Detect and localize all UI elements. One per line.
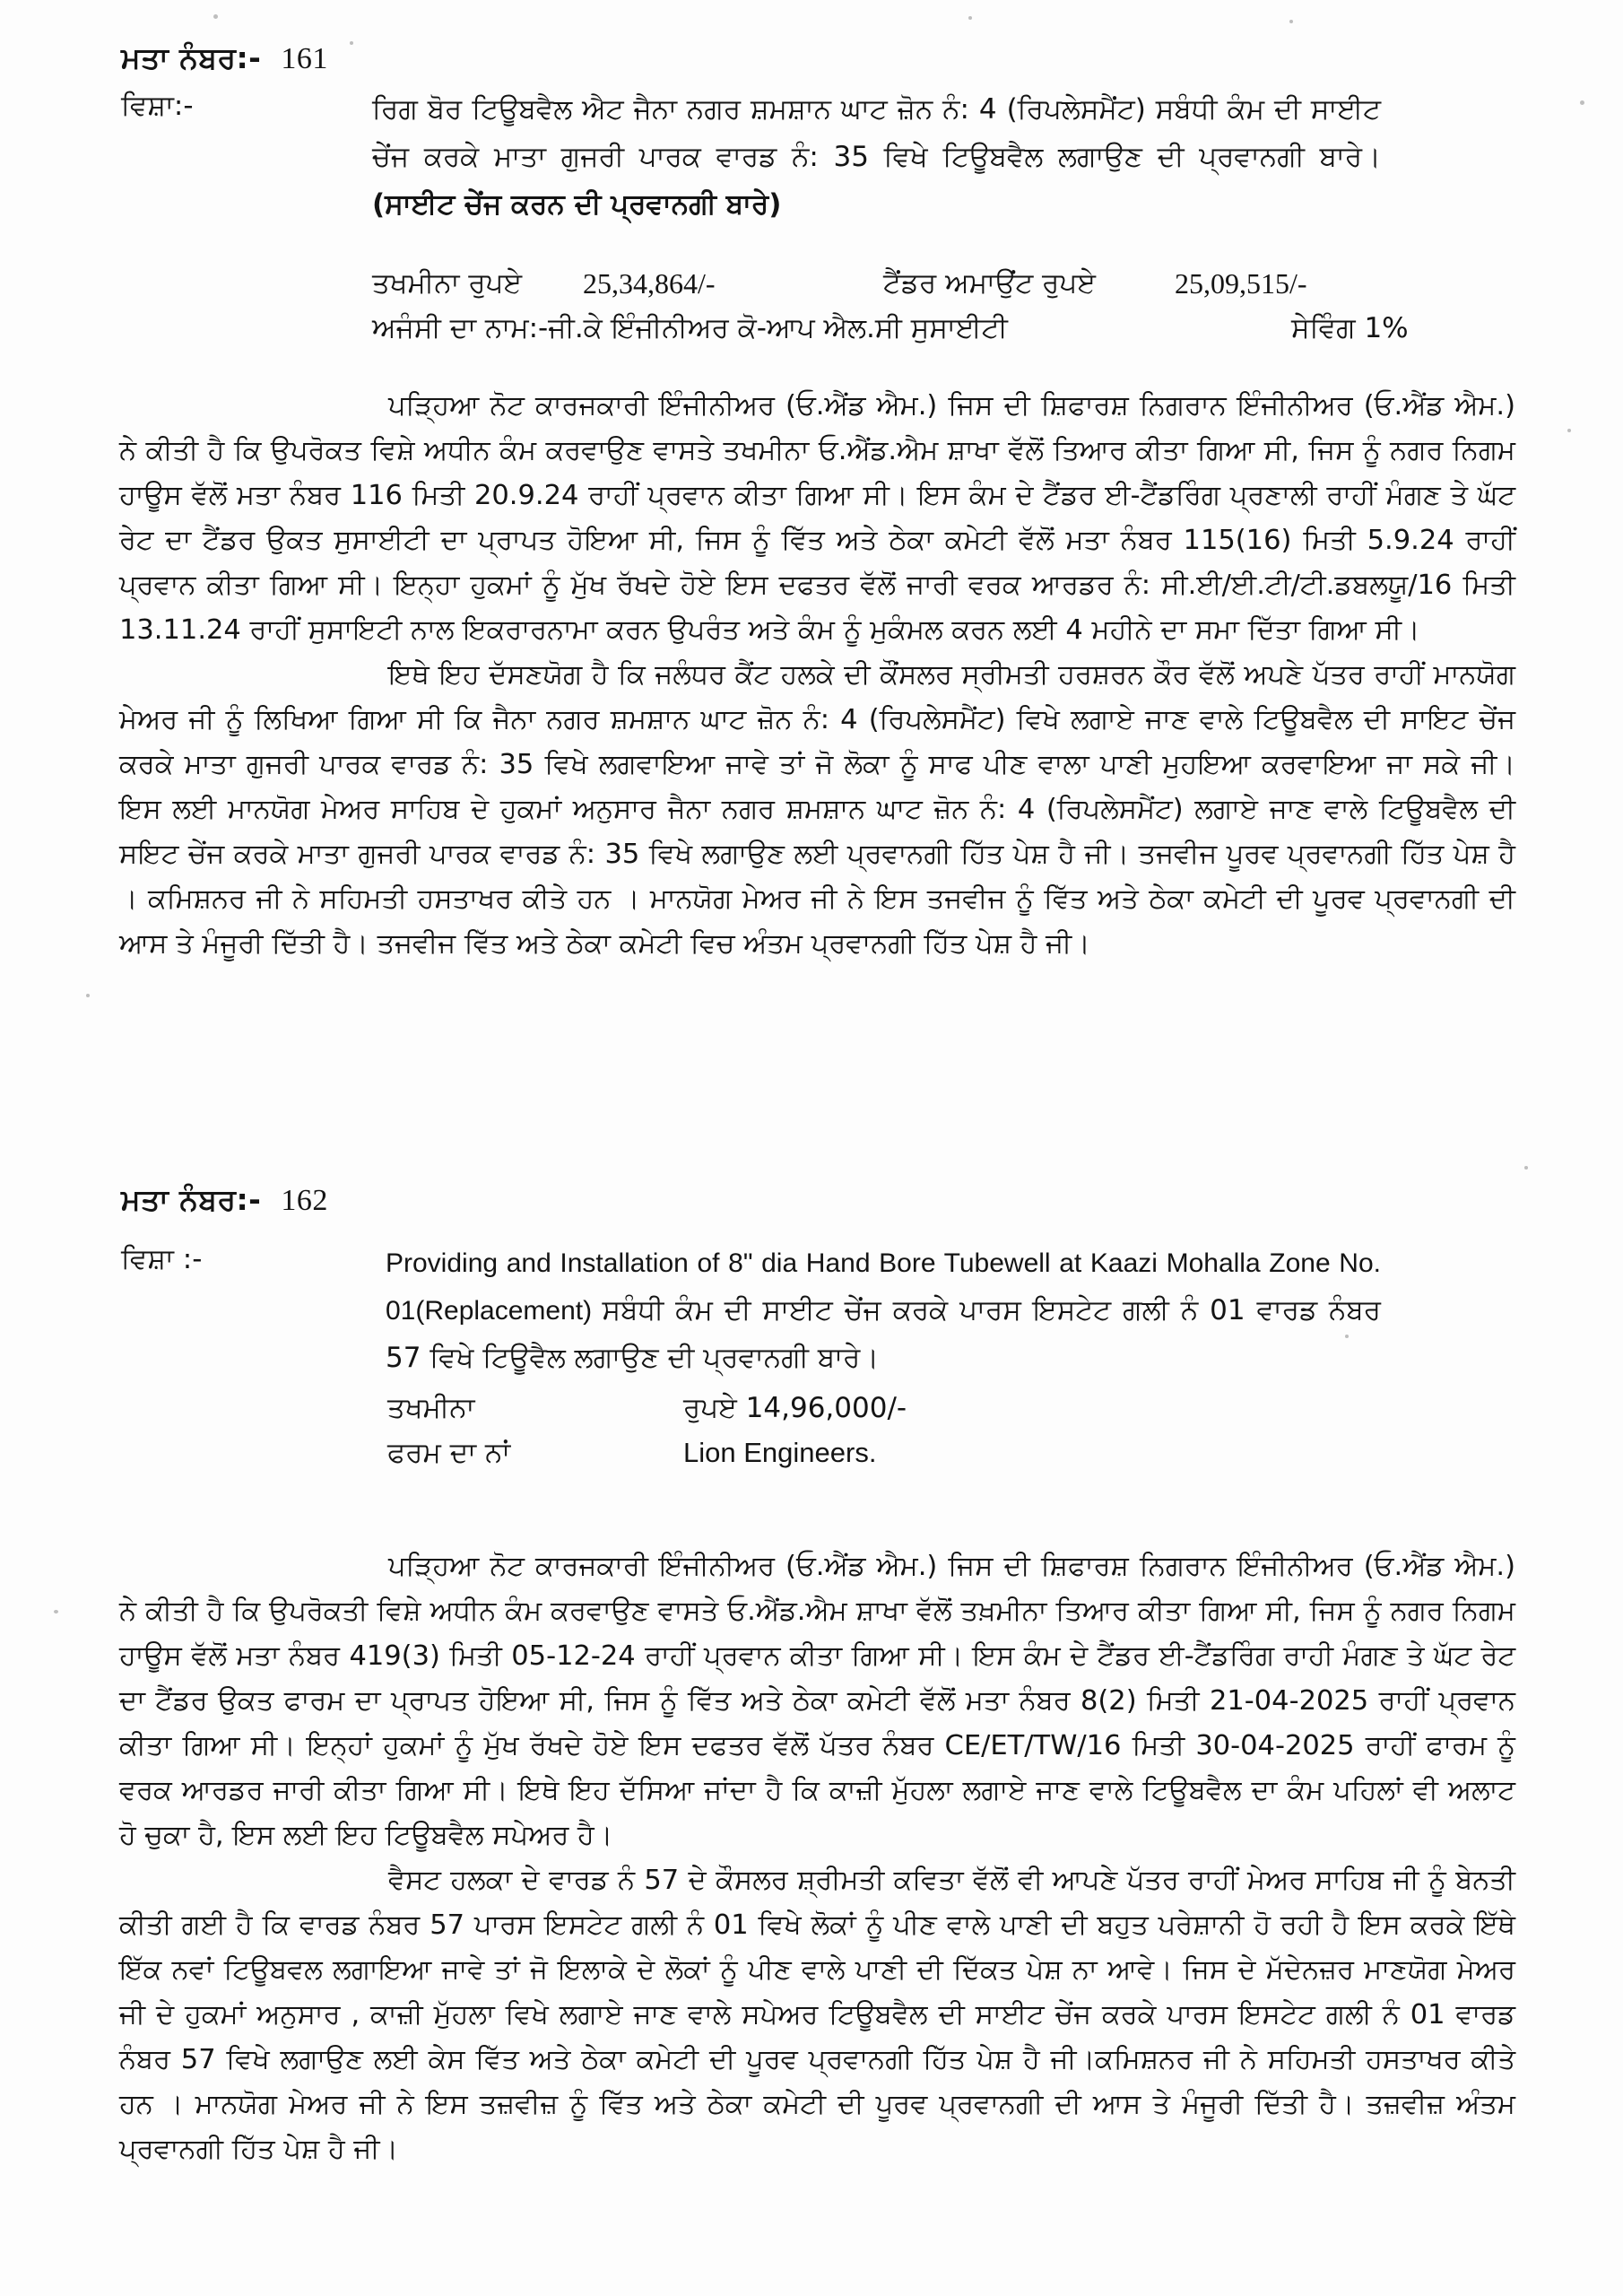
scan-speck <box>1567 429 1571 432</box>
subject-bold-note: (ਸਾਈਟ ਚੇਂਜ ਕਰਨ ਦੀ ਪ੍ਰਵਾਨਗੀ ਬਾਰੇ) <box>372 188 782 221</box>
scan-speck <box>968 16 972 20</box>
firm-label: ਫਰਮ ਦਾ ਨਾਂ <box>387 1437 511 1469</box>
body-paragraph: ਪੜ੍ਹਿਆ ਨੋਟ ਕਾਰਜਕਾਰੀ ਇੰਜੀਨੀਅਰ (ਓ.ਐਂਡ ਐਮ.) ਜਿਸ ਦੀ ਸ਼ਿਫਾਰਸ਼ ਨਿਗਰਾਨ ਇੰਜੀਨੀਅਰ (ਓ.ਐਂਡ ਐਮ.) ਨੇ ਕੀਤੀ ਹੈ ਕਿ ਉਪਰੋਕਤੀ ਵਿਸ਼ੇ ਅਧੀਨ ਕੰਮ ਕਰਵਾਉਣ ਵਾਸਤੇ ਓ.ਐਂਡ.ਐਮ ਸ਼ਾਖਾ ਵੱਲੋਂ ਤਖ਼ਮੀਨਾ ਤਿਆਰ ਕੀਤਾ ਗਿਆ ਸੀ, ਜਿਸ ਨੂੰ ਨਗਰ ਨਿਗਮ ਹਾਊਸ ਵੱਲੋਂ ਮਤਾ ਨੰਬਰ 419(3) ਮਿਤੀ 05-12-24 ਰਾਹੀਂ ਪ੍ਰਵਾਨ ਕੀਤਾ ਗਿਆ ਸੀ। ਇਸ ਕੰਮ ਦੇ ਟੈਂਡਰ ਈ-ਟੈਂਡਰਿੰਗ ਰਾਹੀ ਮੰਗਣ ਤੇ ਘੱਟ ਰੇਟ ਦਾ ਟੈਂਡਰ ਉਕਤ ਫਾਰਮ ਦਾ ਪ੍ਰਾਪਤ ਹੋਇਆ ਸੀ, ਜਿਸ ਨੂੰ ਵਿੱਤ ਅਤੇ ਠੇਕਾ ਕਮੇਟੀ ਵੱਲੋਂ ਮਤਾ ਨੰਬਰ 8(2) ਮਿਤੀ 21-04-2025 ਰਾਹੀਂ ਪ੍ਰਵਾਨ ਕੀਤਾ ਗਿਆ ਸੀ। ਇਨ੍ਹਾਂ ਹੁਕਮਾਂ ਨੂੰ ਮੁੱਖ ਰੱਖਦੇ ਹੋਏ ਇਸ ਦਫਤਰ ਵੱਲੋਂ ਪੱਤਰ ਨੰਬਰ CE/ET/TW/16 ਮਿਤੀ 30-04-2025 ਰਾਹੀਂ ਫਾਰਮ ਨੂੰ ਵਰਕ ਆਰਡਰ ਜਾਰੀ ਕੀਤਾ ਗਿਆ ਸੀ। ਇਥੇ ਇਹ ਦੱਸਿਆ ਜਾਂਦਾ ਹੈ ਕਿ ਕਾਜ਼ੀ ਮੁੱਹਲਾ ਲਗਾਏ ਜਾਣ ਵਾਲੇ ਟਿਊਬਵੈਲ ਦਾ ਕੰਮ ਪਹਿਲਾਂ ਵੀ ਅਲਾਟ ਹੋ ਚੁਕਾ ਹੈ, ਇਸ ਲਈ ਇਹ ਟਿਊਬਵੈਲ ਸਪੇਅਰ ਹੈ। <box>119 1551 1515 1851</box>
estimate-label: ਤਖਮੀਨਾ ਰੁਪਏ <box>372 267 523 300</box>
firm-value: Lion Engineers. <box>683 1437 877 1468</box>
scan-speck <box>213 14 218 19</box>
agency-name: ਅਜੰਸੀ ਦਾ ਨਾਮ:-ਜੀ.ਕੇ ਇੰਜੀਨੀਅਰ ਕੋ-ਆਪ ਐਲ.ਸੀ ਸੁਸਾਈਟੀ <box>372 312 1008 344</box>
body-paragraph: ਵੈਸਟ ਹਲਕਾ ਦੇ ਵਾਰਡ ਨੰ 57 ਦੇ ਕੌਸਲਰ ਸ਼੍ਰੀਮਤੀ ਕਵਿਤਾ ਵੱਲੋਂ ਵੀ ਆਪਣੇ ਪੱਤਰ ਰਾਹੀਂ ਮੇਅਰ ਸਾਹਿਬ ਜੀ ਨੂੰ ਬੇਨਤੀ ਕੀਤੀ ਗਈ ਹੈ ਕਿ ਵਾਰਡ ਨੰਬਰ 57 ਪਾਰਸ ਇਸਟੇਟ ਗਲੀ ਨੰ 01 ਵਿਖੇ ਲੋਕਾਂ ਨੂੰ ਪੀਣ ਵਾਲੇ ਪਾਣੀ ਦੀ ਬਹੁਤ ਪਰੇਸ਼ਾਨੀ ਹੋ ਰਹੀ ਹੈ ਇਸ ਕਰਕੇ ਇੱਥੇ ਇੱਕ ਨਵਾਂ ਟਿਊਬਵਲ ਲਗਾਇਆ ਜਾਵੇ ਤਾਂ ਜੋ ਇਲਾਕੇ ਦੇ ਲੋਕਾਂ ਨੂੰ ਪੀਣ ਵਾਲੇ ਪਾਣੀ ਦੀ ਦਿੱਕਤ ਪੇਸ਼ ਨਾ ਆਵੇ। ਜਿਸ ਦੇ ਮੱਦੇਨਜ਼ਰ ਮਾਣਯੋਗ ਮੇਅਰ ਜੀ ਦੇ ਹੁਕਮਾਂ ਅਨੁਸਾਰ , ਕਾਜ਼ੀ ਮੁੱਹਲਾ ਵਿਖੇ ਲਗਾਏ ਜਾਣ ਵਾਲੇ ਸਪੇਅਰ ਟਿਊਬਵੈਲ ਦੀ ਸਾਈਟ ਚੇਂਜ ਕਰਕੇ ਪਾਰਸ ਇਸਟੇਟ ਗਲੀ ਨੰ 01 ਵਾਰਡ ਨੰਬਰ 57 ਵਿਖੇ ਲਗਾਉਣ ਲਈ ਕੇਸ ਵਿੱਤ ਅਤੇ ਠੇਕਾ ਕਮੇਟੀ ਦੀ ਪੂਰਵ ਪ੍ਰਵਾਨਗੀ ਹਿੱਤ ਪੇਸ਼ ਹੈ ਜੀ।ਕਮਿਸ਼ਨਰ ਜੀ ਨੇ ਸਹਿਮਤੀ ਹਸਤਾਖਰ ਕੀਤੇ ਹਨ । ਮਾਨਯੋਗ ਮੇਅਰ ਜੀ ਨੇ ਇਸ ਤਜ਼ਵੀਜ਼ ਨੂੰ ਵਿੱਤ ਅਤੇ ਠੇਕਾ ਕਮੇਟੀ ਦੀ ਪੂਰਵ ਪ੍ਰਵਾਨਗੀ ਦੀ ਆਸ ਤੇ ਮੰਜੂਰੀ ਦਿੱਤੀ ਹੈ। ਤਜ਼ਵੀਜ਼ ਅੰਤਮ ਪ੍ਰਵਾਨਗੀ ਹਿੱਤ ਪੇਸ਼ ਹੈ ਜੀ। <box>119 1865 1515 2165</box>
body-paragraph: ਇਥੇ ਇਹ ਦੱਸਣਯੋਗ ਹੈ ਕਿ ਜਲੰਧਰ ਕੈਂਟ ਹਲਕੇ ਦੀ ਕੌਂਸਲਰ ਸ੍ਰੀਮਤੀ ਹਰਸ਼ਰਨ ਕੌਰ ਵੱਲੋਂ ਅਪਣੇ ਪੱਤਰ ਰਾਹੀਂ ਮਾਨਯੋਗ ਮੇਅਰ ਜੀ ਨੂੰ ਲਿਖਿਆ ਗਿਆ ਸੀ ਕਿ ਜੈਨਾ ਨਗਰ ਸ਼ਮਸ਼ਾਨ ਘਾਟ ਜ਼ੋਨ ਨੰ: 4 (ਰਿਪਲੇਸਮੈਂਟ) ਵਿਖੇ ਲਗਾਏ ਜਾਣ ਵਾਲੇ ਟਿਊਬਵੈਲ ਦੀ ਸਾਇਟ ਚੇਂਜ ਕਰਕੇ ਮਾਤਾ ਗੁਜਰੀ ਪਾਰਕ ਵਾਰਡ ਨੰ: 35 ਵਿਖੇ ਲਗਵਾਇਆ ਜਾਵੇ ਤਾਂ ਜੋ ਲੋਕਾ ਨੂੰ ਸਾਫ ਪੀਣ ਵਾਲਾ ਪਾਣੀ ਮੁਹਇਆ ਕਰਵਾਇਆ ਜਾ ਸਕੇ ਜੀ। ਇਸ ਲਈ ਮਾਨਯੋਗ ਮੇਅਰ ਸਾਹਿਬ ਦੇ ਹੁਕਮਾਂ ਅਨੁਸਾਰ ਜੈਨਾ ਨਗਰ ਸ਼ਮਸ਼ਾਨ ਘਾਟ ਜ਼ੋਨ ਨੰ: 4 (ਰਿਪਲੇਸਮੈਂਟ) ਲਗਾਏ ਜਾਣ ਵਾਲੇ ਟਿਊਬਵੈਲ ਦੀ ਸਇਟ ਚੇਂਜ ਕਰਕੇ ਮਾਤਾ ਗੁਜਰੀ ਪਾਰਕ ਵਾਰਡ ਨੰ: 35 ਵਿਖੇ ਲਗਾਉਣ ਲਈ ਪ੍ਰਵਾਨਗੀ ਹਿੱਤ ਪੇਸ਼ ਹੈ ਜੀ। ਤਜਵੀਜ ਪੂਰਵ ਪ੍ਰਵਾਨਗੀ ਹਿੱਤ ਪੇਸ਼ ਹੈ । ਕਮਿਸ਼ਨਰ ਜੀ ਨੇ ਸਹਿਮਤੀ ਹਸਤਾਖਰ ਕੀਤੇ ਹਨ । ਮਾਨਯੋਗ ਮੇਅਰ ਜੀ ਨੇ ਇਸ ਤਜਵੀਜ ਨੂੰ ਵਿੱਤ ਅਤੇ ਠੇਕਾ ਕਮੇਟੀ ਦੀ ਪੂਰਵ ਪ੍ਰਵਾਨਗੀ ਦੀ ਆਸ ਤੇ ਮੰਜੂਰੀ ਦਿੱਤੀ ਹੈ। ਤਜਵੀਜ ਵਿੱਤ ਅਤੇ ਠੇਕਾ ਕਮੇਟੀ ਵਿਚ ਅੰਤਮ ਪ੍ਰਵਾਨਗੀ ਹਿੱਤ ਪੇਸ਼ ਹੈ ਜੀ। <box>119 659 1515 960</box>
subject-label: ਵਿਸ਼ਾ :- <box>121 1243 203 1275</box>
subject-punjabi: ਸਬੰਧੀ ਕੰਮ ਦੀ ਸਾਈਟ ਚੇਂਜ ਕਰਕੇ ਪਾਰਸ ਇਸਟੇਟ ਗਲੀ ਨੰ 01 ਵਾਰਡ ਨੰਬਰ 57 ਵਿਖੇ ਟਿਊਵੈਲ ਲਗਾਉਣ ਦੀ ਪ੍ਰਵਾਨਗੀ ਬਾਰੇ। <box>386 1294 1381 1374</box>
resolution-162-body <box>119 1544 1515 2172</box>
resolution-161-body <box>119 384 1515 967</box>
resolution-number-label: ਮਤਾ ਨੰਬਰ:- <box>121 40 262 75</box>
resolution-162-heading <box>121 1182 328 1218</box>
agency-row <box>0 312 1623 355</box>
scan-speck <box>1289 20 1293 23</box>
scan-speck <box>1524 1166 1528 1170</box>
resolution-161-heading <box>121 40 328 76</box>
subject-text <box>372 86 1381 229</box>
firm-row <box>0 1437 1623 1480</box>
estimate-row <box>0 1392 1623 1435</box>
scan-speck <box>1580 100 1584 105</box>
scan-speck <box>1345 1335 1349 1338</box>
tender-amount-value: 25,09,515/- <box>1175 267 1307 300</box>
scan-speck <box>350 41 353 45</box>
resolution-number: 161 <box>281 42 328 75</box>
subject-text <box>386 1239 1381 1382</box>
resolution-number: 162 <box>281 1184 328 1217</box>
subject-main: ਰਿਗ ਬੋਰ ਟਿਊਬਵੈਲ ਐਟ ਜੈਨਾ ਨਗਰ ਸ਼ਮਸ਼ਾਨ ਘਾਟ ਜ਼ੋਨ ਨੰ: 4 (ਰਿਪਲੇਸਮੈਂਟ) ਸਬੰਧੀ ਕੰਮ ਦੀ ਸਾਈਟ ਚੇਂਜ ਕਰਕੇ ਮਾਤਾ ਗੁਜਰੀ ਪਾਰਕ ਵਾਰਡ ਨੰ: 35 ਵਿਖੇ ਟਿਊਬਵੈਲ ਲਗਾਉਣ ਦੀ ਪ੍ਰਵਾਨਗੀ ਬਾਰੇ। <box>372 93 1381 173</box>
resolution-number-label: ਮਤਾ ਨੰਬਰ:- <box>121 1182 262 1217</box>
tender-amount-label: ਟੈਂਡਰ ਅਮਾਉਂਟ ਰੁਪਏ <box>883 267 1096 300</box>
estimate-value: 25,34,864/- <box>583 267 716 300</box>
subject-english: Providing and Installation of 8" dia Hand Bore Tubewell at Kaazi Mohalla Zone No. 01(Replacement) <box>386 1248 1381 1326</box>
estimate-value: ਰੁਪਏ 14,96,000/- <box>683 1392 907 1424</box>
saving-percent: ਸੇਵਿੰਗ 1% <box>1291 312 1409 344</box>
scan-speck <box>54 1610 58 1613</box>
scan-speck <box>86 994 90 997</box>
estimate-label: ਤਖਮੀਨਾ <box>387 1392 475 1424</box>
subject-label: ਵਿਸ਼ਾ:- <box>121 90 194 122</box>
body-paragraph: ਪੜ੍ਹਿਆ ਨੋਟ ਕਾਰਜਕਾਰੀ ਇੰਜੀਨੀਅਰ (ਓ.ਐਂਡ ਐਮ.) ਜਿਸ ਦੀ ਸ਼ਿਫਾਰਸ਼ ਨਿਗਰਾਨ ਇੰਜੀਨੀਅਰ (ਓ.ਐਂਡ ਐਮ.) ਨੇ ਕੀਤੀ ਹੈ ਕਿ ਉਪਰੋਕਤ ਵਿਸ਼ੇ ਅਧੀਨ ਕੰਮ ਕਰਵਾਉਣ ਵਾਸਤੇ ਤਖਮੀਨਾ ਓ.ਐਂਡ.ਐਮ ਸ਼ਾਖਾ ਵੱਲੋਂ ਤਿਆਰ ਕੀਤਾ ਗਿਆ ਸੀ, ਜਿਸ ਨੂੰ ਨਗਰ ਨਿਗਮ ਹਾਊਸ ਵੱਲੋਂ ਮਤਾ ਨੰਬਰ 116 ਮਿਤੀ 20.9.24 ਰਾਹੀਂ ਪ੍ਰਵਾਨ ਕੀਤਾ ਗਿਆ ਸੀ। ਇਸ ਕੰਮ ਦੇ ਟੈਂਡਰ ਈ-ਟੈਂਡਰਿੰਗ ਪ੍ਰਣਾਲੀ ਰਾਹੀਂ ਮੰਗਣ ਤੇ ਘੱਟ ਰੇਟ ਦਾ ਟੈਂਡਰ ਉਕਤ ਸੁਸਾਈਟੀ ਦਾ ਪ੍ਰਾਪਤ ਹੋਇਆ ਸੀ, ਜਿਸ ਨੂੰ ਵਿੱਤ ਅਤੇ ਠੇਕਾ ਕਮੇਟੀ ਵੱਲੋਂ ਮਤਾ ਨੰਬਰ 115(16) ਮਿਤੀ 5.9.24 ਰਾਹੀਂ ਪ੍ਰਵਾਨ ਕੀਤਾ ਗਿਆ ਸੀ। ਇਨ੍ਹਾ ਹੁਕਮਾਂ ਨੂੰ ਮੁੱਖ ਰੱਖਦੇ ਹੋਏ ਇਸ ਦਫਤਰ ਵੱਲੋਂ ਜਾਰੀ ਵਰਕ ਆਰਡਰ ਨੰ: ਸੀ.ਈ/ਈ.ਟੀ/ਟੀ.ਡਬਲਯੂ/16 ਮਿਤੀ 13.11.24 ਰਾਹੀਂ ਸੁਸਾਇਟੀ ਨਾਲ ਇਕਰਾਰਨਾਮਾ ਕਰਨ ਉਪਰੰਤ ਅਤੇ ਕੰਮ ਨੂੰ ਮੁਕੰਮਲ ਕਰਨ ਲਈ 4 ਮਹੀਨੇ ਦਾ ਸਮਾ ਦਿੱਤਾ ਗਿਆ ਸੀ। <box>119 390 1515 646</box>
estimate-row <box>0 267 1623 310</box>
